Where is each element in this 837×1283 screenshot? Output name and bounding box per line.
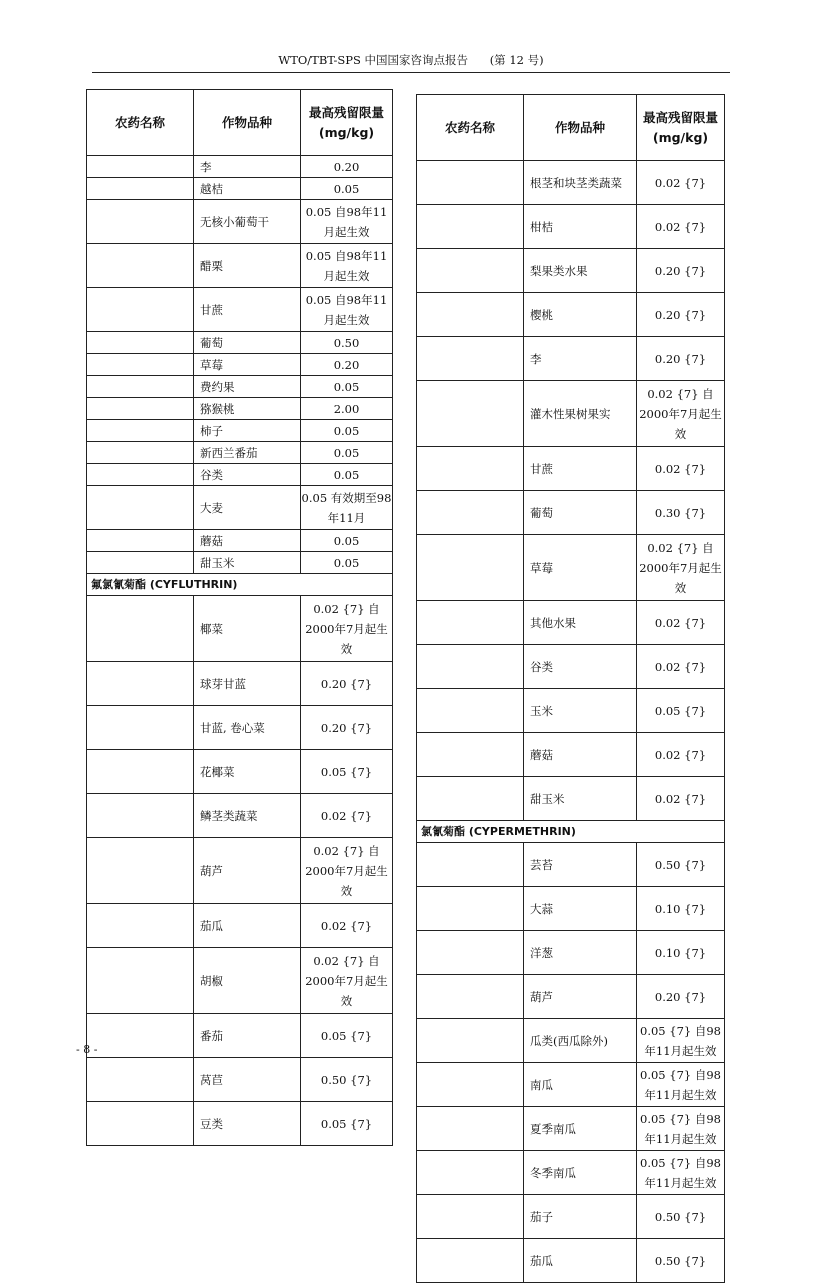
limit-cell: 0.05 (301, 552, 393, 574)
pesticide-cell (87, 244, 194, 288)
limit-cell: 0.20 {7} (637, 249, 725, 293)
pesticide-cell (417, 1151, 524, 1195)
limit-cell: 0.05 (301, 178, 393, 200)
pesticide-cell (87, 948, 194, 1014)
limit-cell: 2.00 (301, 398, 393, 420)
limit-cell: 0.05 {7} (301, 1014, 393, 1058)
table-row (417, 1019, 725, 1063)
pesticide-cell (87, 838, 194, 904)
table-row (87, 596, 393, 662)
pesticide-cell (417, 381, 524, 447)
pesticide-cell (417, 249, 524, 293)
crop-cell: 豆类 (194, 1102, 301, 1146)
crop-cell: 冬季南瓜 (524, 1151, 637, 1195)
pesticide-cell (417, 491, 524, 535)
table-row (87, 1102, 393, 1146)
pesticide-cell (87, 552, 194, 574)
crop-cell: 其他水果 (524, 601, 637, 645)
crop-cell: 甘蓝, 卷心菜 (194, 706, 301, 750)
col-header-limit: 最高残留限量 (mg/kg) (301, 90, 393, 156)
table-row (87, 794, 393, 838)
crop-cell: 柿子 (194, 420, 301, 442)
limit-cell: 0.05 {7} (301, 750, 393, 794)
report-title: WTO/TBT-SPS 中国国家咨询点报告 (278, 53, 469, 67)
limit-cell: 0.30 {7} (637, 491, 725, 535)
crop-cell: 芸苔 (524, 843, 637, 887)
pesticide-cell (417, 535, 524, 601)
table-row (87, 1058, 393, 1102)
pesticide-cell (87, 530, 194, 552)
limit-cell: 0.05 {7} (637, 689, 725, 733)
crop-cell: 夏季南瓜 (524, 1107, 637, 1151)
crop-cell: 大蒜 (524, 887, 637, 931)
crop-cell: 玉米 (524, 689, 637, 733)
crop-cell: 葡萄 (194, 332, 301, 354)
col-header-limit: 最高残留限量 (mg/kg) (637, 95, 725, 161)
table-row (417, 777, 725, 821)
pesticide-cell (417, 733, 524, 777)
crop-cell: 葫芦 (194, 838, 301, 904)
pesticide-cell (417, 337, 524, 381)
crop-cell: 樱桃 (524, 293, 637, 337)
table-row (417, 381, 725, 447)
crop-cell: 谷类 (524, 645, 637, 689)
table-row (417, 1195, 725, 1239)
table-row (87, 706, 393, 750)
page-number: - 8 - (76, 1043, 98, 1056)
pesticide-cell (417, 1019, 524, 1063)
pesticide-cell (87, 794, 194, 838)
pesticide-cell (87, 486, 194, 530)
limit-cell: 0.02 {7} (637, 645, 725, 689)
table-row (87, 376, 393, 398)
table-row (417, 601, 725, 645)
table-row (417, 975, 725, 1019)
limit-cell: 0.20 {7} (637, 293, 725, 337)
table-row (87, 552, 393, 574)
limit-cell: 0.50 {7} (637, 1195, 725, 1239)
pesticide-cell (417, 931, 524, 975)
limit-cell: 0.20 {7} (301, 662, 393, 706)
pesticide-cell (417, 1063, 524, 1107)
limit-cell: 0.05 {7} 自98年11月起生效 (637, 1107, 725, 1151)
crop-cell: 南瓜 (524, 1063, 637, 1107)
pesticide-cell (87, 178, 194, 200)
crop-cell: 醋栗 (194, 244, 301, 288)
pesticide-cell (87, 376, 194, 398)
table-row (417, 293, 725, 337)
crop-cell: 灌木性果树果实 (524, 381, 637, 447)
pesticide-cell (417, 293, 524, 337)
pesticide-cell (87, 662, 194, 706)
limit-cell: 0.02 {7} 自2000年7月起生效 (301, 596, 393, 662)
table-row (417, 843, 725, 887)
pesticide-cell (87, 706, 194, 750)
col-header-crop: 作物品种 (524, 95, 637, 161)
limit-cell: 0.05 有效期至98年11月 (301, 486, 393, 530)
section-row (417, 821, 725, 843)
pesticide-cell (87, 1014, 194, 1058)
limit-cell: 0.02 {7} 自2000年7月起生效 (301, 948, 393, 1014)
crop-cell: 草莓 (194, 354, 301, 376)
pesticide-cell (87, 354, 194, 376)
crop-cell: 花椰菜 (194, 750, 301, 794)
limit-cell: 0.05 (301, 376, 393, 398)
crop-cell: 蘑菇 (194, 530, 301, 552)
table-row (87, 354, 393, 376)
limit-cell: 0.05 (301, 442, 393, 464)
limit-cell: 0.02 {7} 自2000年7月起生效 (637, 381, 725, 447)
crop-cell: 鳞茎类蔬菜 (194, 794, 301, 838)
table-row (87, 420, 393, 442)
limit-cell: 0.02 {7} (637, 447, 725, 491)
pesticide-cell (417, 689, 524, 733)
limit-cell: 0.02 {7} 自2000年7月起生效 (301, 838, 393, 904)
crop-cell: 新西兰番茄 (194, 442, 301, 464)
table-row (87, 750, 393, 794)
table-row (87, 398, 393, 420)
table-row (417, 733, 725, 777)
residue-table-left (86, 89, 393, 1146)
table-row (87, 904, 393, 948)
table-row (87, 1014, 393, 1058)
limit-cell: 0.05 自98年11月起生效 (301, 244, 393, 288)
pesticide-cell (417, 447, 524, 491)
pesticide-cell (417, 887, 524, 931)
pesticide-cell (87, 442, 194, 464)
limit-cell: 0.05 {7} 自98年11月起生效 (637, 1019, 725, 1063)
col-header-crop: 作物品种 (194, 90, 301, 156)
col-header-pesticide: 农药名称 (87, 90, 194, 156)
pesticide-cell (87, 464, 194, 486)
crop-cell: 番茄 (194, 1014, 301, 1058)
limit-cell: 0.20 {7} (637, 337, 725, 381)
crop-cell: 甘蔗 (194, 288, 301, 332)
crop-cell: 柑桔 (524, 205, 637, 249)
pesticide-cell (87, 1102, 194, 1146)
pesticide-cell (417, 161, 524, 205)
limit-cell: 0.10 {7} (637, 931, 725, 975)
pesticide-cell (417, 205, 524, 249)
table-row (87, 156, 393, 178)
table-row (417, 491, 725, 535)
limit-cell: 0.02 {7} (637, 161, 725, 205)
limit-cell: 0.20 (301, 156, 393, 178)
limit-cell: 0.20 (301, 354, 393, 376)
crop-cell: 甜玉米 (194, 552, 301, 574)
crop-cell: 越桔 (194, 178, 301, 200)
table-row (87, 200, 393, 244)
limit-cell: 0.50 (301, 332, 393, 354)
limit-cell: 0.10 {7} (637, 887, 725, 931)
table-row (87, 530, 393, 552)
table-row (417, 931, 725, 975)
crop-cell: 茄瓜 (524, 1239, 637, 1283)
table-row (417, 1063, 725, 1107)
table-row (87, 838, 393, 904)
limit-cell: 0.20 {7} (637, 975, 725, 1019)
crop-cell: 椰菜 (194, 596, 301, 662)
table-row (87, 442, 393, 464)
crop-cell: 洋葱 (524, 931, 637, 975)
limit-cell: 0.02 {7} (637, 733, 725, 777)
table-row (87, 178, 393, 200)
limit-cell: 0.05 (301, 530, 393, 552)
table-row (417, 337, 725, 381)
crop-cell: 甘蔗 (524, 447, 637, 491)
limit-cell: 0.50 {7} (637, 843, 725, 887)
pesticide-section-title: 氟氯氰菊酯 (CYFLUTHRIN) (87, 574, 393, 596)
table-row (87, 948, 393, 1014)
table-row (417, 249, 725, 293)
crop-cell: 胡椒 (194, 948, 301, 1014)
pesticide-cell (87, 156, 194, 178)
crop-cell: 莴苣 (194, 1058, 301, 1102)
table-row (87, 288, 393, 332)
crop-cell: 猕猴桃 (194, 398, 301, 420)
pesticide-cell (87, 904, 194, 948)
pesticide-cell (87, 398, 194, 420)
table-row (87, 244, 393, 288)
crop-cell: 李 (524, 337, 637, 381)
table-row (417, 447, 725, 491)
limit-cell: 0.02 {7} (637, 777, 725, 821)
pesticide-cell (417, 1239, 524, 1283)
crop-cell: 李 (194, 156, 301, 178)
crop-cell: 大麦 (194, 486, 301, 530)
residue-table-right (416, 94, 725, 1283)
crop-cell: 瓜类(西瓜除外) (524, 1019, 637, 1063)
pesticide-cell (87, 1058, 194, 1102)
table-row (417, 161, 725, 205)
crop-cell: 葡萄 (524, 491, 637, 535)
pesticide-cell (417, 1195, 524, 1239)
limit-cell: 0.05 (301, 420, 393, 442)
pesticide-cell (87, 420, 194, 442)
crop-cell: 根茎和块茎类蔬菜 (524, 161, 637, 205)
limit-cell: 0.02 {7} (637, 205, 725, 249)
pesticide-cell (87, 288, 194, 332)
limit-cell: 0.05 {7} 自98年11月起生效 (637, 1063, 725, 1107)
table-row (417, 1239, 725, 1283)
header-rule (92, 72, 730, 73)
crop-cell: 梨果类水果 (524, 249, 637, 293)
table-row (417, 887, 725, 931)
table-row (417, 535, 725, 601)
crop-cell: 茄子 (524, 1195, 637, 1239)
pesticide-cell (417, 645, 524, 689)
crop-cell: 茄瓜 (194, 904, 301, 948)
crop-cell: 甜玉米 (524, 777, 637, 821)
crop-cell: 费约果 (194, 376, 301, 398)
col-header-pesticide: 农药名称 (417, 95, 524, 161)
report-issue: (第 12 号) (489, 53, 544, 67)
crop-cell: 蘑菇 (524, 733, 637, 777)
limit-cell: 0.02 {7} 自2000年7月起生效 (637, 535, 725, 601)
crop-cell: 无核小葡萄干 (194, 200, 301, 244)
limit-cell: 0.05 自98年11月起生效 (301, 288, 393, 332)
table-row (87, 662, 393, 706)
section-row (87, 574, 393, 596)
limit-cell: 0.05 {7} 自98年11月起生效 (637, 1151, 725, 1195)
pesticide-cell (417, 601, 524, 645)
pesticide-cell (417, 1107, 524, 1151)
page-header (92, 52, 730, 72)
pesticide-cell (417, 777, 524, 821)
limit-cell: 0.02 {7} (637, 601, 725, 645)
limit-cell: 0.02 {7} (301, 904, 393, 948)
pesticide-cell (87, 596, 194, 662)
limit-cell: 0.50 {7} (637, 1239, 725, 1283)
limit-cell: 0.05 {7} (301, 1102, 393, 1146)
crop-cell: 草莓 (524, 535, 637, 601)
table-row (417, 205, 725, 249)
crop-cell: 谷类 (194, 464, 301, 486)
table-row (87, 486, 393, 530)
pesticide-section-title: 氯氰菊酯 (CYPERMETHRIN) (417, 821, 725, 843)
pesticide-cell (417, 975, 524, 1019)
pesticide-cell (87, 332, 194, 354)
crop-cell: 球芽甘蓝 (194, 662, 301, 706)
table-row (87, 332, 393, 354)
table-row (417, 645, 725, 689)
limit-cell: 0.50 {7} (301, 1058, 393, 1102)
limit-cell: 0.05 自98年11月起生效 (301, 200, 393, 244)
limit-cell: 0.05 (301, 464, 393, 486)
table-row (87, 464, 393, 486)
pesticide-cell (417, 843, 524, 887)
table-row (417, 1151, 725, 1195)
limit-cell: 0.02 {7} (301, 794, 393, 838)
pesticide-cell (87, 200, 194, 244)
pesticide-cell (87, 750, 194, 794)
table-row (417, 1107, 725, 1151)
limit-cell: 0.20 {7} (301, 706, 393, 750)
crop-cell: 葫芦 (524, 975, 637, 1019)
table-row (417, 689, 725, 733)
